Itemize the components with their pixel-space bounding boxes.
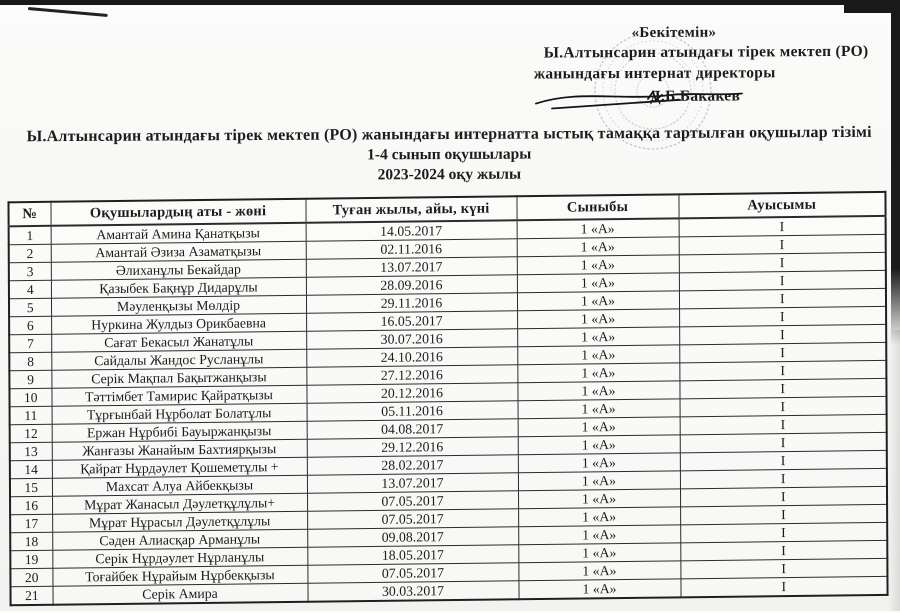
student-name-cell: Сайдалы Жандос Русланұлы (51, 349, 306, 370)
shift-cell: I (679, 360, 886, 380)
shift-cell: I (680, 504, 887, 524)
shift-cell: I (680, 396, 887, 416)
birth-date-cell: 13.07.2017 (307, 473, 518, 494)
grade-cell: 1 «А» (517, 381, 679, 401)
grade-cell: 1 «А» (517, 273, 679, 293)
students-table (7, 191, 888, 606)
row-number-cell: 7 (9, 334, 51, 352)
students-table-wrap (7, 191, 886, 606)
row-number-cell: 8 (9, 352, 51, 370)
birth-date-cell: 30.07.2016 (306, 329, 517, 350)
row-number-cell: 10 (9, 388, 51, 406)
birth-date-cell: 24.10.2016 (306, 347, 517, 368)
shift-cell: I (679, 324, 886, 344)
row-number-cell: 11 (10, 406, 52, 424)
birth-date-cell: 04.08.2017 (307, 419, 518, 440)
row-number-cell: 15 (10, 478, 52, 496)
signer-name: Д.Б.Бакакев (649, 87, 741, 105)
grade-cell: 1 «А» (518, 543, 680, 563)
shift-cell: I (680, 522, 887, 542)
student-name-cell: Сағат Бекасыл Жанатұлы (51, 331, 306, 352)
birth-date-cell: 13.07.2017 (306, 257, 517, 278)
row-number-cell: 14 (10, 460, 52, 478)
row-number-cell: 21 (10, 586, 52, 605)
birth-date-cell: 29.11.2016 (306, 293, 517, 314)
student-name-cell: Мәуленқызы Мөлдір (51, 295, 306, 316)
student-name-cell: Әлиханұлы Бекайдар (51, 259, 306, 280)
row-number-cell: 5 (9, 298, 51, 316)
student-name-cell: Қайрат Нұрдәулет Қошеметұлы + (52, 457, 307, 478)
birth-date-cell: 14.05.2017 (306, 220, 517, 241)
shift-cell: I (680, 450, 887, 470)
shift-cell: I (680, 468, 887, 488)
approval-block (532, 24, 892, 112)
grade-cell: 1 «А» (517, 291, 679, 311)
grade-cell: 1 «А» (518, 561, 680, 581)
student-name-cell: Махсат Алуа Айбекқызы (52, 475, 307, 496)
approval-school-line: Ы.Алтынсарин атындағы тірек мектеп (РО) (543, 42, 869, 62)
row-number-cell: 2 (9, 244, 51, 262)
birth-date-cell: 05.11.2016 (307, 401, 518, 422)
shift-cell: I (680, 432, 887, 452)
grade-cell: 1 «А» (517, 345, 679, 365)
grade-cell: 1 «А» (518, 525, 680, 545)
shift-cell: I (680, 540, 887, 560)
student-name-cell: Мұрат Жанасыл Дәулетқұлұлы+ (52, 493, 307, 514)
row-number-cell: 18 (10, 532, 52, 550)
grade-cell: 1 «А» (518, 399, 680, 419)
grade-cell: 1 «А» (518, 435, 680, 455)
row-number-cell: 13 (10, 442, 52, 460)
birth-date-cell: 07.05.2017 (307, 563, 518, 584)
student-name-cell: Нуркина Жулдыз Орикбаевна (51, 313, 306, 334)
student-name-cell: Мұрат Нұрасыл Дәулетқұлұлы (52, 511, 307, 532)
shift-cell: I (679, 252, 886, 272)
shift-cell: I (680, 414, 887, 434)
table-header-col-shift: Ауысымы (678, 192, 885, 218)
birth-date-cell: 07.05.2017 (307, 509, 518, 530)
row-number-cell: 12 (10, 424, 52, 442)
row-number-cell: 6 (9, 316, 51, 334)
shift-cell: I (680, 576, 887, 597)
student-table-body (9, 216, 888, 605)
row-number-cell: 20 (10, 568, 52, 586)
table-header-col-grade: Сыныбы (516, 194, 678, 220)
student-name-cell: Қазыбек Бақнұр Дидарұлы (51, 277, 306, 298)
row-number-cell: 3 (9, 262, 51, 280)
document-subtitle-year: 2023-2024 оқу жылы (377, 165, 522, 184)
birth-date-cell: 29.12.2016 (307, 437, 518, 458)
birth-date-cell: 18.05.2017 (307, 545, 518, 566)
shift-cell: I (679, 234, 886, 254)
grade-cell: 1 «А» (518, 417, 680, 437)
student-name-cell: Тәттімбет Тамирис Қайратқызы (51, 385, 306, 406)
student-name-cell: Ержан Нұрбибі Бауыржанқызы (52, 421, 307, 442)
document-title: Ы.Алтынсарин атындағы тірек мектеп (РО) жанындағы интернатта ыстық тамаққа тартылған оқушылар тізімі (26, 123, 872, 146)
birth-date-cell: 20.12.2016 (306, 383, 517, 404)
grade-cell: 1 «А» (518, 453, 680, 473)
approval-label: «Бекітемін» (631, 24, 717, 42)
title-block (0, 124, 899, 187)
shift-cell: I (679, 270, 886, 290)
row-number-cell: 1 (9, 226, 51, 245)
signature-row (532, 82, 892, 112)
birth-date-cell: 27.12.2016 (306, 365, 517, 386)
shift-cell: I (679, 288, 886, 308)
birth-date-cell: 16.05.2017 (306, 311, 517, 332)
student-name-cell: Амантай Амина Қанатқызы (51, 223, 306, 245)
grade-cell: 1 «А» (518, 579, 680, 599)
table-header-col-number: № (8, 202, 50, 226)
birth-date-cell: 02.11.2016 (306, 239, 517, 260)
row-number-cell: 4 (9, 280, 51, 298)
shift-cell: I (680, 486, 887, 506)
birth-date-cell: 28.09.2016 (306, 275, 517, 296)
table-header-col-birth-date: Туған жылы, айы, күні (305, 196, 516, 223)
grade-cell: 1 «А» (518, 471, 680, 491)
grade-cell: 1 «А» (517, 237, 679, 257)
student-name-cell: Амантай Әзиза Азаматқызы (51, 241, 306, 262)
grade-cell: 1 «А» (517, 363, 679, 383)
shift-cell: I (680, 558, 887, 578)
row-number-cell: 9 (9, 370, 51, 388)
birth-date-cell: 28.02.2017 (307, 455, 518, 476)
shift-cell: I (679, 378, 886, 398)
birth-date-cell: 07.05.2017 (307, 491, 518, 512)
grade-cell: 1 «А» (518, 507, 680, 527)
grade-cell: 1 «А» (517, 218, 679, 238)
shift-cell: I (679, 216, 886, 237)
grade-cell: 1 «А» (517, 327, 679, 347)
student-name-cell: Серік Мақпал Бақытжанқызы (51, 367, 306, 388)
student-name-cell: Жанғазы Жанайым Бахтиярқызы (52, 439, 307, 460)
row-number-cell: 19 (10, 550, 52, 568)
student-name-cell: Серік Амира (52, 583, 307, 605)
shift-cell: I (679, 306, 886, 326)
approval-director-line: жанындағы интернат директоры (533, 64, 776, 83)
grade-cell: 1 «А» (517, 309, 679, 329)
grade-cell: 1 «А» (518, 489, 680, 509)
row-number-cell: 17 (10, 514, 52, 532)
student-name-cell: Серік Нұрдәулет Нұрланұлы (52, 547, 307, 568)
birth-date-cell: 09.08.2017 (307, 527, 518, 548)
shift-cell: I (679, 342, 886, 362)
table-header-col-student-name: Оқушылардың аты - жөні (50, 199, 305, 226)
student-name-cell: Тұрғынбай Нұрболат Болатұлы (52, 403, 307, 424)
student-name-cell: Сәден Алиасқар Арманұлы (52, 529, 307, 550)
grade-cell: 1 «А» (517, 255, 679, 275)
student-name-cell: Тоғайбек Нұрайым Нұрбекқызы (52, 565, 307, 586)
row-number-cell: 16 (10, 496, 52, 514)
document-subtitle-grades: 1-4 сынып оқушылары (367, 145, 532, 164)
birth-date-cell: 30.03.2017 (307, 581, 518, 602)
